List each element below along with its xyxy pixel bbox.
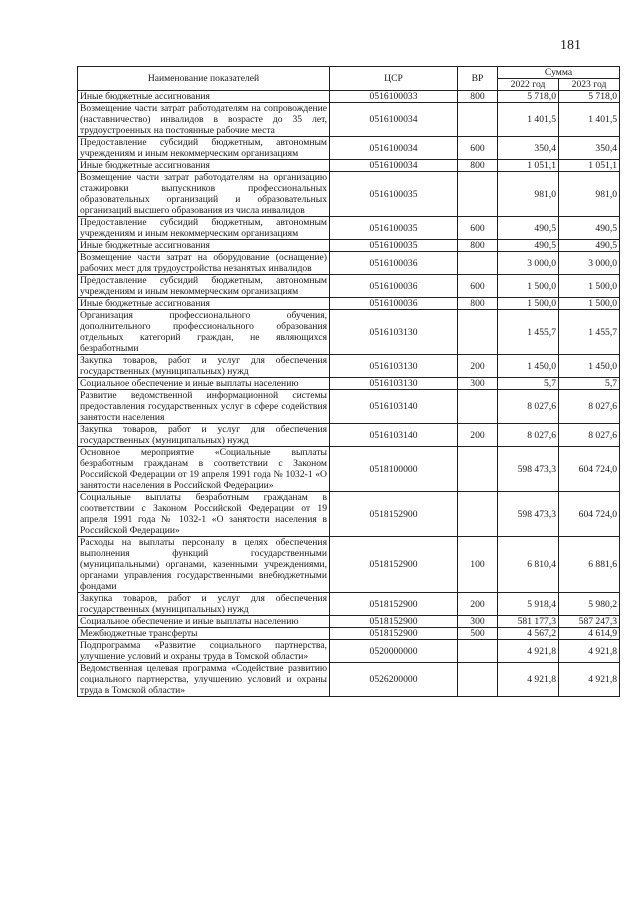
row-csr: 0518152900 [330, 616, 458, 628]
row-csr: 0516100036 [330, 298, 458, 310]
row-vr: 300 [458, 616, 498, 628]
table-row [78, 492, 620, 537]
row-value-2022: 1 401,5 [498, 103, 559, 137]
table-row [78, 447, 620, 492]
row-vr: 200 [458, 593, 498, 616]
row-value-2023: 4 921,8 [559, 640, 620, 663]
row-value-2022: 981,0 [498, 172, 559, 217]
row-value-2022: 8 027,6 [498, 424, 559, 447]
row-csr: 0516100033 [330, 91, 458, 103]
table-row [78, 217, 620, 240]
row-csr: 0518152900 [330, 492, 458, 537]
row-vr [458, 310, 498, 355]
row-vr [458, 447, 498, 492]
row-value-2023: 4 614,9 [559, 628, 620, 640]
row-value-2022: 490,5 [498, 217, 559, 240]
row-vr: 600 [458, 275, 498, 298]
row-value-2022: 1 450,0 [498, 355, 559, 378]
row-name: Расходы на выплаты персоналу в целях обеспечения выполнения функций государственными (муниципальными) органами, казенными учреждениями, органами управления государственными внебюджетными фондами [78, 537, 330, 593]
row-value-2022: 1 051,1 [498, 160, 559, 172]
row-value-2022: 4 921,8 [498, 640, 559, 663]
row-value-2022: 5 918,4 [498, 593, 559, 616]
row-vr: 800 [458, 91, 498, 103]
row-value-2022: 581 177,3 [498, 616, 559, 628]
row-csr: 0516100035 [330, 217, 458, 240]
row-name: Закупка товаров, работ и услуг для обеспечения государственных (муниципальных) нужд [78, 355, 330, 378]
table-row [78, 593, 620, 616]
table-row [78, 390, 620, 424]
row-vr [458, 103, 498, 137]
table-row [78, 252, 620, 275]
row-csr: 0516100036 [330, 275, 458, 298]
header-name: Наименование показателей [78, 67, 330, 91]
row-value-2023: 8 027,6 [559, 390, 620, 424]
row-vr: 600 [458, 137, 498, 160]
row-csr: 0516100034 [330, 160, 458, 172]
row-csr: 0516103140 [330, 390, 458, 424]
row-name: Закупка товаров, работ и услуг для обеспечения государственных (муниципальных) нужд [78, 424, 330, 447]
row-vr [458, 663, 498, 697]
row-value-2023: 1 051,1 [559, 160, 620, 172]
row-vr: 200 [458, 355, 498, 378]
table-row [78, 275, 620, 298]
row-value-2023: 8 027,6 [559, 424, 620, 447]
header-year-2022: 2022 год [498, 79, 559, 91]
table-body [78, 91, 620, 697]
row-vr: 300 [458, 378, 498, 390]
budget-table [77, 66, 620, 697]
row-name: Развитие ведомственной информационной системы предоставления государственных услуг в сфере содействия занятости населения [78, 390, 330, 424]
row-name: Межбюджетные трансферты [78, 628, 330, 640]
row-value-2023: 604 724,0 [559, 492, 620, 537]
row-value-2022: 5,7 [498, 378, 559, 390]
row-csr: 0516100036 [330, 252, 458, 275]
row-value-2023: 1 401,5 [559, 103, 620, 137]
row-name: Ведомственная целевая программа «Содействие развитию социального партнерства, улучшению условий и охраны труда в Томской области» [78, 663, 330, 697]
row-vr: 800 [458, 240, 498, 252]
row-csr: 0516103140 [330, 424, 458, 447]
row-name: Возмещение части затрат работодателям на организацию стажировки выпускников профессиональных образовательных организаций и образовательных организаций высшего образования из числа инвалидов [78, 172, 330, 217]
row-name: Иные бюджетные ассигнования [78, 91, 330, 103]
row-name: Иные бюджетные ассигнования [78, 240, 330, 252]
row-csr: 0516100034 [330, 137, 458, 160]
row-name: Закупка товаров, работ и услуг для обеспечения государственных (муниципальных) нужд [78, 593, 330, 616]
row-name: Предоставление субсидий бюджетным, автономным учреждениям и иным некоммерческим организациям [78, 217, 330, 240]
row-csr: 0526200000 [330, 663, 458, 697]
row-vr: 800 [458, 160, 498, 172]
row-value-2023: 490,5 [559, 240, 620, 252]
row-value-2022: 1 500,0 [498, 298, 559, 310]
row-value-2023: 5 980,2 [559, 593, 620, 616]
table-row [78, 103, 620, 137]
table-row [78, 355, 620, 378]
table-row [78, 616, 620, 628]
table-row [78, 640, 620, 663]
row-value-2023: 1 500,0 [559, 298, 620, 310]
header-sum: Сумма [498, 67, 620, 79]
row-vr: 600 [458, 217, 498, 240]
row-name: Организация профессионального обучения, дополнительного профессионального образования отдельных категорий граждан, не являющихся безработными [78, 310, 330, 355]
row-value-2023: 4 921,8 [559, 663, 620, 697]
row-value-2022: 598 473,3 [498, 447, 559, 492]
header-year-2023: 2023 год [559, 79, 620, 91]
table-row [78, 91, 620, 103]
row-name: Возмещение части затрат работодателям на сопровождение (наставничество) инвалидов в возрасте до 35 лет, трудоустроенных на постоянные рабочие места [78, 103, 330, 137]
row-value-2022: 1 455,7 [498, 310, 559, 355]
table-row [78, 663, 620, 697]
row-value-2022: 4 567,2 [498, 628, 559, 640]
row-name: Социальные выплаты безработным гражданам в соответствии с Законом Российской Федерации от 19 апреля 1991 года № 1032-1 «О занятости населения в Российской Федерации» [78, 492, 330, 537]
row-vr [458, 172, 498, 217]
row-csr: 0518152900 [330, 593, 458, 616]
page-number: 181 [560, 38, 581, 53]
row-value-2022: 1 500,0 [498, 275, 559, 298]
row-value-2023: 5,7 [559, 378, 620, 390]
row-name: Подпрограмма «Развитие социального партнерства, улучшение условий и охраны труда в Томской области» [78, 640, 330, 663]
row-csr: 0518152900 [330, 628, 458, 640]
row-name: Социальное обеспечение и иные выплаты населению [78, 378, 330, 390]
row-csr: 0516100035 [330, 240, 458, 252]
row-value-2022: 598 473,3 [498, 492, 559, 537]
row-value-2023: 604 724,0 [559, 447, 620, 492]
row-csr: 0516103130 [330, 378, 458, 390]
header-csr: ЦСР [330, 67, 458, 91]
row-value-2022: 490,5 [498, 240, 559, 252]
row-name: Иные бюджетные ассигнования [78, 298, 330, 310]
row-value-2023: 3 000,0 [559, 252, 620, 275]
row-value-2023: 1 500,0 [559, 275, 620, 298]
row-value-2023: 6 881,6 [559, 537, 620, 593]
row-vr: 500 [458, 628, 498, 640]
row-vr [458, 390, 498, 424]
row-value-2023: 1 455,7 [559, 310, 620, 355]
row-vr: 100 [458, 537, 498, 593]
row-value-2023: 981,0 [559, 172, 620, 217]
row-value-2023: 1 450,0 [559, 355, 620, 378]
table-row [78, 240, 620, 252]
table-row [78, 310, 620, 355]
row-vr [458, 252, 498, 275]
row-value-2022: 8 027,6 [498, 390, 559, 424]
table-row [78, 628, 620, 640]
row-value-2023: 490,5 [559, 217, 620, 240]
row-csr: 0516103130 [330, 355, 458, 378]
table-row [78, 298, 620, 310]
row-csr: 0516100034 [330, 103, 458, 137]
row-vr [458, 492, 498, 537]
table-row [78, 137, 620, 160]
table-row [78, 537, 620, 593]
row-value-2022: 3 000,0 [498, 252, 559, 275]
row-value-2022: 6 810,4 [498, 537, 559, 593]
row-csr: 0518152900 [330, 537, 458, 593]
table-row [78, 424, 620, 447]
row-value-2023: 350,4 [559, 137, 620, 160]
row-value-2023: 5 718,0 [559, 91, 620, 103]
row-csr: 0520000000 [330, 640, 458, 663]
row-value-2023: 587 247,3 [559, 616, 620, 628]
row-csr: 0518100000 [330, 447, 458, 492]
row-name: Возмещение части затрат на оборудование (оснащение) рабочих мест для трудоустройства незанятых инвалидов [78, 252, 330, 275]
row-name: Иные бюджетные ассигнования [78, 160, 330, 172]
row-vr: 200 [458, 424, 498, 447]
row-vr: 800 [458, 298, 498, 310]
row-csr: 0516100035 [330, 172, 458, 217]
row-name: Предоставление субсидий бюджетным, автономным учреждениям и иным некоммерческим организациям [78, 137, 330, 160]
row-name: Предоставление субсидий бюджетным, автономным учреждениям и иным некоммерческим организациям [78, 275, 330, 298]
row-value-2022: 5 718,0 [498, 91, 559, 103]
row-csr: 0516103130 [330, 310, 458, 355]
table-row [78, 172, 620, 217]
table-row [78, 160, 620, 172]
table-row [78, 378, 620, 390]
row-value-2022: 350,4 [498, 137, 559, 160]
row-value-2022: 4 921,8 [498, 663, 559, 697]
row-name: Социальное обеспечение и иные выплаты населению [78, 616, 330, 628]
header-vr: ВР [458, 67, 498, 91]
row-name: Основное мероприятие «Социальные выплаты безработным гражданам в соответствии с Законом Российской Федерации от 19 апреля 1991 года № 1032-1 «О занятости населения в Российской Федерации» [78, 447, 330, 492]
row-vr [458, 640, 498, 663]
